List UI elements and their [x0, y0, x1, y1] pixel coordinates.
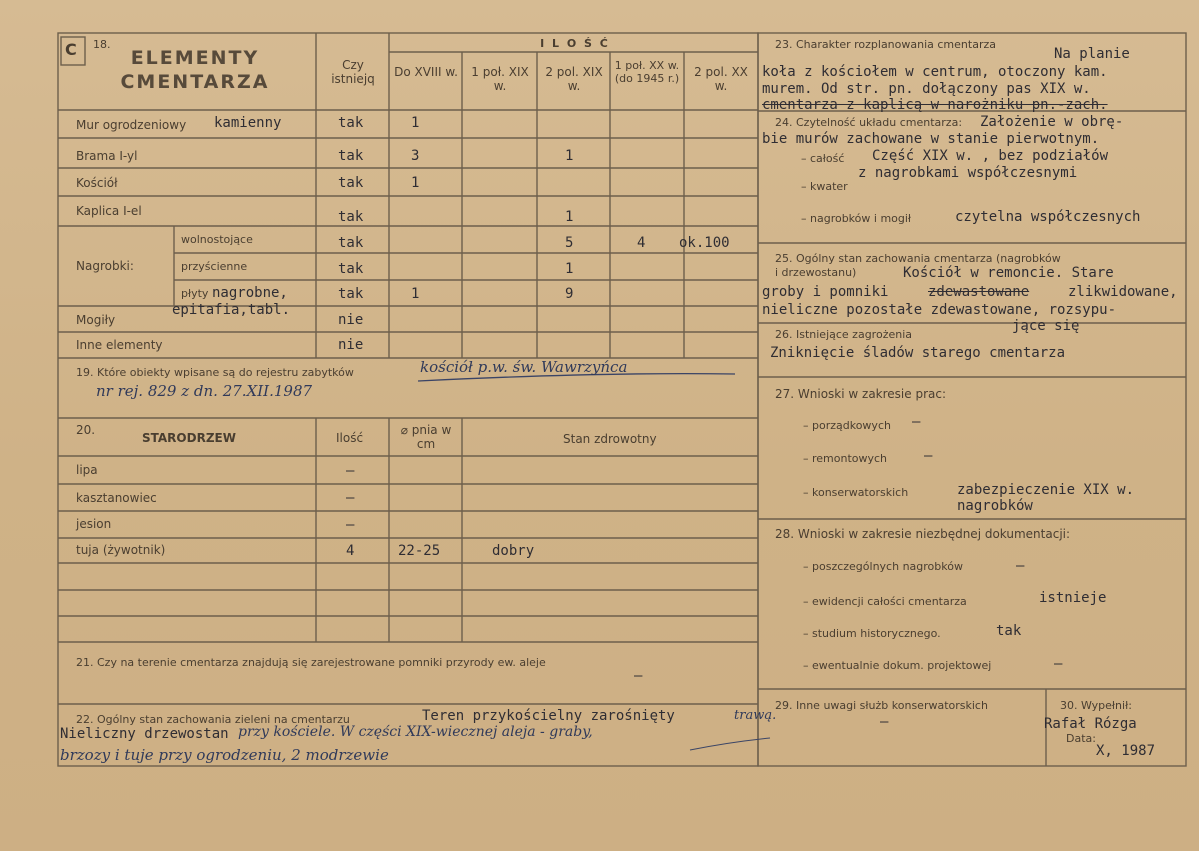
section-20-number: 20.: [76, 423, 96, 437]
section-26-label: 26. Istniejące zagrożenia: [775, 328, 913, 341]
section-28-item-ewidencji: – ewidencji całości cmentarza: [803, 595, 967, 608]
section-25-text-1: Kościół w remoncie. Stare: [903, 265, 1114, 281]
row-exists-wolnostojace: tak: [338, 235, 364, 251]
box-letter: C: [65, 40, 77, 59]
section-24-total-text-1: Część XIX w. , bez podziałów: [872, 148, 1109, 164]
section-25-text-2a: groby i pomniki: [762, 284, 889, 300]
section-23-line-1: Na planie: [1054, 46, 1130, 62]
row-label-wolnostojace: wolnostojące: [181, 233, 253, 246]
row-label-mur: Mur ogrodzeniowy: [76, 118, 187, 132]
column-header-1pol-xix: 1 poł. XIX w.: [471, 65, 529, 93]
tree-name-kasztanowiec: kasztanowiec: [76, 491, 157, 505]
row-exists-mogily: nie: [338, 312, 364, 328]
section-28-value-nagrobkow: –: [1016, 558, 1025, 574]
row-label-kaplica: Kaplica I-el: [76, 204, 142, 218]
row-exists-brama: tak: [338, 148, 364, 164]
section-28-value-projektowej: –: [1054, 656, 1063, 672]
section-26-text: Zniknięcie śladów starego cmentarza: [770, 345, 1066, 361]
section-27-value-continuation: nagrobków: [957, 498, 1033, 514]
section-22-hand-3: brzozy i tuje przy ogrodzeniu, 2 modrzewie: [60, 746, 389, 764]
section-29-label: 29. Inne uwagi służb konserwatorskich: [775, 699, 988, 712]
column-header-2pol-xx: 2 pol. XX w.: [694, 65, 748, 93]
tree-name-jesion: jesion: [76, 517, 112, 531]
section-24-label: 24. Czytelność układu cmentarza:: [775, 116, 963, 129]
section-24-graves-text: czytelna współczesnych: [955, 209, 1141, 225]
section-23-line-3: murem. Od str. pn. dołączony pas XIX w.: [762, 81, 1091, 97]
section-19-label: 19. Które obiekty wpisane są do rejestru zabytków: [76, 366, 354, 379]
column-header-diameter: ⌀ pnia w cm: [400, 423, 452, 451]
section-22-typed-2: Nieliczny drzewostan: [60, 726, 229, 742]
section-19-handwriting-2: nr rej. 829 z dn. 27.XII.1987: [96, 382, 313, 400]
section-28-item-studium: – studium historycznego.: [803, 627, 941, 640]
section-23-line-4: cmentarza z kaplicą w narożniku pn.-zach.: [762, 97, 1108, 113]
column-header-exists: Czy istniejq: [331, 58, 375, 86]
section-23-line-2: koła z kościołem w centrum, otoczony kam.: [762, 64, 1108, 80]
section-27-value-konserwatorskich: zabezpieczenie XIX w.: [957, 482, 1135, 498]
section-22-hand-tail-1: trawą.: [734, 708, 777, 723]
row-label-brama: Brama I-yl: [76, 149, 138, 163]
row-value-plyty-2pol-xix: 9: [565, 286, 574, 302]
row-label-inne: Inne elementy: [76, 338, 163, 352]
column-header-1pol-xx: 1 poł. XX w. (do 1945 r.): [614, 59, 680, 85]
section-27-value-remontowych: –: [924, 448, 933, 464]
section-30-date-label: Data:: [1066, 732, 1096, 745]
section-25-text-2-struck: zdewastowane: [928, 284, 1030, 300]
row-exists-przyscienne: tak: [338, 261, 364, 277]
section-24-text-2: bie murów zachowane w stanie pierwotnym.: [762, 131, 1100, 147]
row-note-plyty: nagrobne,: [212, 285, 288, 301]
tree-name-tuja: tuja (żywotnik): [76, 543, 166, 557]
row-exists-mur: tak: [338, 115, 364, 131]
section-27-item-porzadkowych: – porządkowych: [803, 419, 891, 432]
section-25-text-4: jące się: [1012, 318, 1080, 334]
row-exists-kosciol: tak: [338, 175, 364, 191]
section-22-label: 22. Ogólny stan zachowania zieleni na cmentarzu: [76, 713, 350, 726]
section-23-label: 23. Charakter rozplanowania cmentarza: [775, 38, 996, 51]
row-note-mur: kamienny: [214, 115, 282, 131]
row-value-wolnostojace-2pol-xx: ok.100: [679, 235, 730, 251]
section-25-text-2b: zlikwidowane,: [1068, 284, 1178, 300]
section-27-label: 27. Wnioski w zakresie prac:: [775, 387, 947, 401]
section-18-number: 18.: [93, 38, 111, 51]
section-24-sub-kwater: – kwater: [801, 180, 848, 193]
nagrobki-label: Nagrobki:: [76, 259, 134, 273]
row-value-kosciol-do-xviii: 1: [411, 175, 420, 191]
row-value-kaplica-2pol-xix: 1: [565, 209, 574, 225]
section-25-text-3: nieliczne pozostałe zdewastowane, rozsypu-: [762, 302, 1117, 318]
section-22-typed-1: Teren przykościelny zarośnięty: [422, 708, 675, 724]
row-value-brama-2pol-xix: 1: [565, 148, 574, 164]
row-value-przyscienne-2pol-xix: 1: [565, 261, 574, 277]
section-27-item-remontowych: – remontowych: [803, 452, 888, 465]
row-value-plyty-do-xviii: 1: [411, 286, 420, 302]
column-header-2pol-xix: 2 pol. XIX w.: [545, 65, 603, 93]
section-27-value-porzadkowych: –: [912, 414, 921, 430]
tree-diameter-tuja: 22-25: [398, 543, 441, 559]
row-note-mogily: epitafia,tabl.: [172, 302, 291, 318]
tree-health-tuja: dobry: [492, 543, 535, 559]
section-24-sub-graves: – nagrobków i mogił: [801, 212, 912, 225]
section-21-label: 21. Czy na terenie cmentarza znajdują się zarejestrowane pomniki przyrody ew. aleje: [76, 656, 546, 669]
row-label-przyscienne: przyścienne: [181, 260, 248, 273]
row-value-mur-do-xviii: 1: [411, 115, 420, 131]
section-28-value-ewidencji: istnieje: [1039, 590, 1107, 606]
section-25-label-1: 25. Ogólny stan zachowania cmentarza (nagrobków: [775, 252, 1061, 265]
section-24-sub-total: – całość: [801, 152, 845, 165]
column-header-quantity: I L O Ś Ć: [540, 37, 610, 50]
row-label-mogily: Mogiły: [76, 313, 116, 327]
section-28-value-studium: tak: [996, 623, 1022, 639]
tree-qty-tuja: 4: [346, 543, 355, 559]
section-28-item-nagrobkow: – poszczególnych nagrobków: [803, 560, 963, 573]
tree-qty-kasztanowiec: –: [346, 490, 355, 506]
row-exists-inne: nie: [338, 337, 364, 353]
row-value-wolnostojace-1pol-xx: 4: [637, 235, 646, 251]
section-30-name: Rafał Rózga: [1044, 716, 1137, 732]
section-19-handwriting-1: kościół p.w. św. Wawrzyńca: [420, 358, 628, 376]
section-30-date: X, 1987: [1096, 743, 1156, 759]
column-header-health: Stan zdrowotny: [563, 432, 657, 446]
section-27-item-konserwatorskich: – konserwatorskich: [803, 486, 909, 499]
section-21-answer: –: [634, 668, 643, 684]
row-label-plyty: płyty: [181, 287, 209, 300]
tree-qty-jesion: –: [346, 517, 355, 533]
row-label-kosciol: Kościół: [76, 176, 118, 190]
tree-qty-lipa: –: [346, 463, 355, 479]
row-value-brama-do-xviii: 3: [411, 148, 420, 164]
section-22-hand-2: przy kościele. W części XIX-wiecznej aleja - graby,: [238, 724, 593, 740]
row-exists-kaplica: tak: [338, 209, 364, 225]
section-24-total-text-2: z nagrobkami współczesnymi: [858, 165, 1078, 181]
section-18-title-line1: ELEMENTY: [130, 47, 260, 69]
section-30-label: 30. Wypełnił:: [1060, 699, 1132, 712]
tree-name-lipa: lipa: [76, 463, 98, 477]
column-header-do-xviii: Do XVIII w.: [394, 65, 458, 79]
section-29-value: –: [880, 714, 889, 730]
section-24-text-1: Założenie w obrę-: [980, 114, 1124, 130]
section-28-item-projektowej: – ewentualnie dokum. projektowej: [803, 659, 992, 672]
section-28-label: 28. Wnioski w zakresie niezbędnej dokumentacji:: [775, 527, 1071, 541]
row-value-wolnostojace-2pol-xix: 5: [565, 235, 574, 251]
section-25-label-2: i drzewostanu): [775, 266, 857, 279]
section-20-title: STARODRZEW: [142, 431, 236, 445]
column-header-ilosc: Ilość: [336, 431, 364, 445]
row-exists-plyty: tak: [338, 286, 364, 302]
section-18-title-line2: CMENTARZA: [120, 71, 270, 93]
